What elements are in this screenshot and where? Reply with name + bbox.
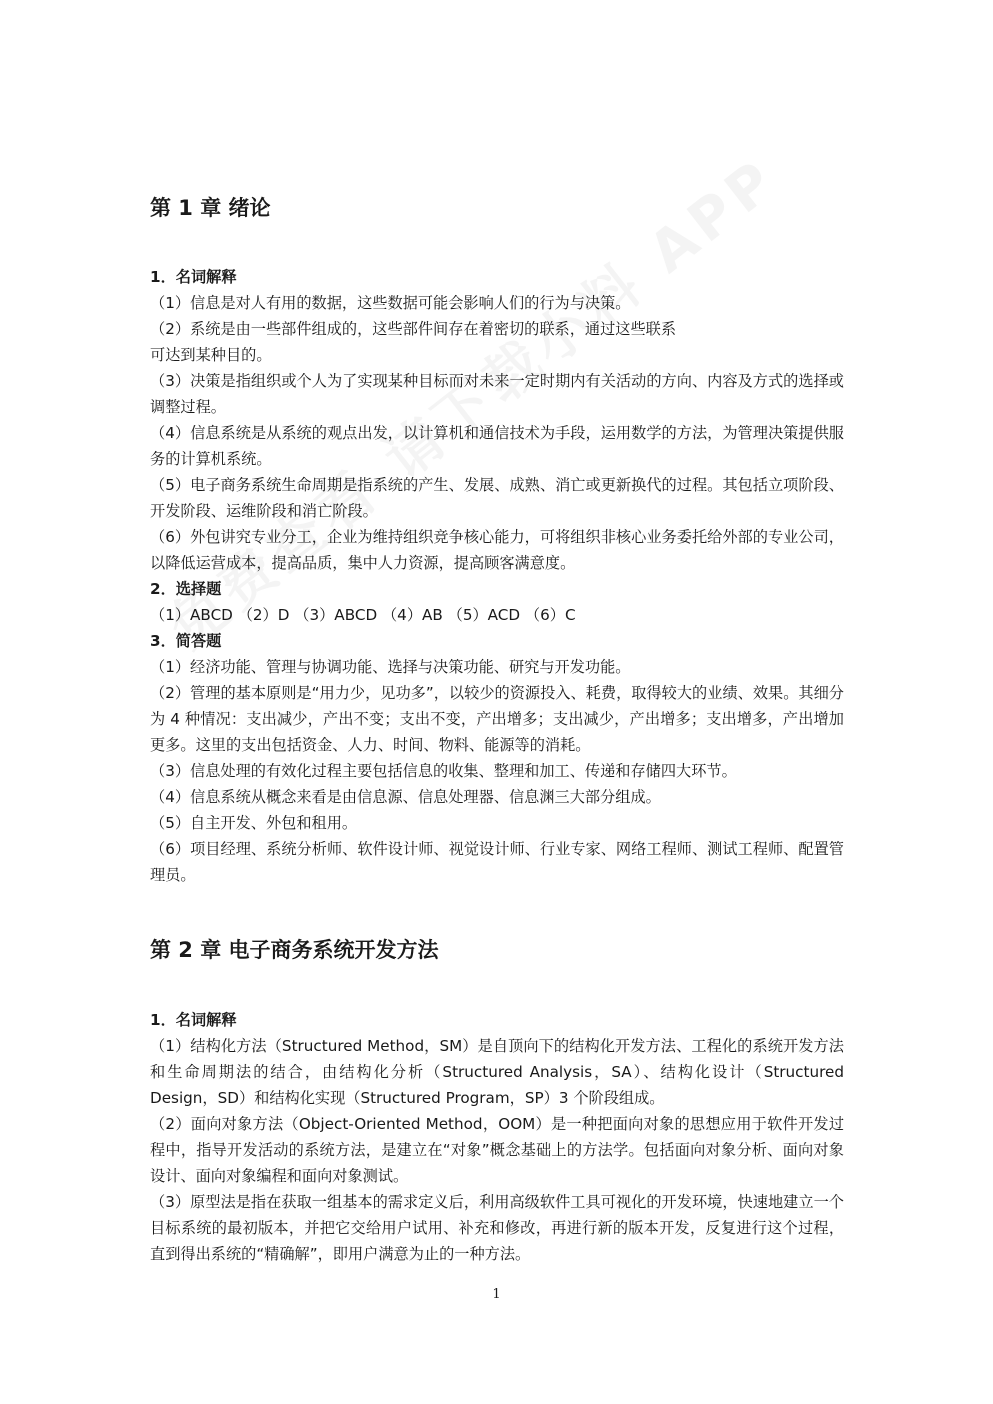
chapter-2-title: 第 2 章 电子商务系统开发方法 [150,938,439,962]
list-item: （1）ABCD （2）D （3）ABCD （4）AB （5）ACD （6）C [150,606,576,624]
section-heading: 1．名词解释 [150,1011,237,1029]
list-item: （6）外包讲究专业分工，企业为维持组织竞争核心能力，可将组织非核心业务委托给外部的专业公司，以降低运营成本，提高品质，集中人力资源，提高顾客满意度。 [150,528,844,572]
list-item: （5）自主开发、外包和租用。 [150,814,358,832]
list-item: （2）系统是由一些部件组成的，这些部件间存在着密切的联系，通过这些联系 [150,320,677,338]
section-heading: 2．选择题 [150,580,222,598]
list-item: （3）决策是指组织或个人为了实现某种目标而对未来一定时期内有关活动的方向、内容及方式的选择或调整过程。 [150,372,844,416]
list-item: （1）经济功能、管理与协调功能、选择与决策功能、研究与开发功能。 [150,658,631,676]
list-item: （4）信息系统从概念来看是由信息源、信息处理器、信息渊三大部分组成。 [150,788,661,806]
list-item: 可达到某种目的。 [150,346,272,364]
list-item: （5）电子商务系统生命周期是指系统的产生、发展、成熟、消亡或更新换代的过程。其包括立项阶段、开发阶段、运维阶段和消亡阶段。 [150,476,844,520]
list-item: （3）原型法是指在获取一组基本的需求定义后，利用高级软件工具可视化的开发环境，快速地建立一个目标系统的最初版本，并把它交给用户试用、补充和修改，再进行新的版本开发，反复进行这个过程，直到得出系统的“精确解”，即用户满意为止的一种方法。 [150,1193,844,1263]
page-number: 1 [492,1287,501,1302]
chapter-1-body [150,264,844,888]
list-item: （2）管理的基本原则是“用力少，见功多”，以较少的资源投入、耗费，取得较大的业绩、效果。其细分为 4 种情况：支出减少，产出不变；支出不变，产出增多；支出减少，产出增多；支出增多，产出增加更多。这里的支出包括资金、人力、时间、物料、能源等的消耗。 [150,684,844,754]
section-heading: 1．名词解释 [150,268,237,286]
list-item: （6）项目经理、系统分析师、软件设计师、视觉设计师、行业专家、网络工程师、测试工程师、配置管理员。 [150,840,844,884]
list-item: （3）信息处理的有效化过程主要包括信息的收集、整理和加工、传递和存储四大环节。 [150,762,737,780]
list-item: （2）面向对象方法（Object-Oriented Method，OOM）是一种把面向对象的思想应用于软件开发过程中，指导开发活动的系统方法，是建立在“对象”概念基础上的方法学。包括面向对象分析、面向对象设计、面向对象编程和面向对象测试。 [150,1115,844,1185]
list-item: （4）信息系统是从系统的观点出发，以计算机和通信技术为手段，运用数学的方法，为管理决策提供服务的计算机系统。 [150,424,844,468]
list-item: （1）信息是对人有用的数据，这些数据可能会影响人们的行为与决策。 [150,294,631,312]
section-heading: 3．简答题 [150,632,222,650]
chapter-2-body [150,1007,844,1267]
list-item: （1）结构化方法（Structured Method，SM）是自顶向下的结构化开发方法、工程化的系统开发方法和生命周期法的结合，由结构化分析（Structured Analysis，SA）、结构化设计（Structured Design，SD）和结构化实现（Structured Program，SP）3 个阶段组成。 [150,1037,844,1107]
chapter-1-title: 第 1 章 绪论 [150,196,271,220]
